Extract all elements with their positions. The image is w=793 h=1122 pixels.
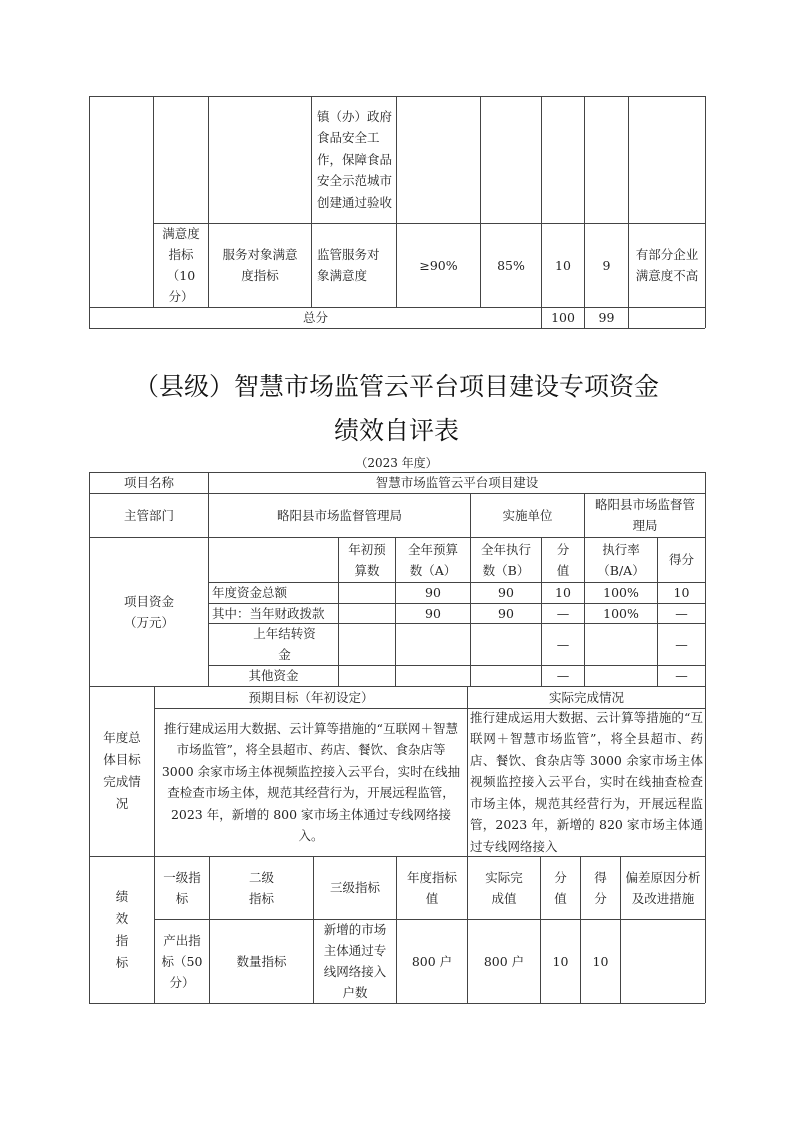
funds-row-initial bbox=[339, 582, 395, 603]
funds-row-rate: 100% bbox=[603, 605, 639, 621]
funds-row-weight: — bbox=[556, 636, 570, 652]
perf-row-level2: 数量指标 bbox=[236, 953, 287, 969]
table-rule bbox=[153, 96, 154, 307]
perf-header-level1: 一级指标 bbox=[163, 869, 201, 906]
impl-label: 实施单位 bbox=[502, 507, 553, 523]
funds-row-initial bbox=[339, 603, 395, 623]
impl-value: 略阳县市场监督管理局 bbox=[594, 497, 695, 533]
funds-row-label: 其中：当年财政拨款 bbox=[212, 605, 325, 621]
funds-row-executed bbox=[471, 665, 541, 686]
funds-row-label: 其他资金 bbox=[248, 668, 299, 683]
funds-row-weight: — bbox=[556, 668, 570, 683]
table-border bbox=[89, 96, 705, 97]
funds-row-executed: 90 bbox=[498, 585, 514, 600]
report-year: （2023 年度） bbox=[355, 456, 438, 470]
total-weight: 100 bbox=[551, 310, 575, 325]
satisfaction-actual: 85% bbox=[497, 257, 525, 273]
funds-row-budget: 90 bbox=[425, 585, 441, 600]
table-border bbox=[705, 472, 706, 1003]
table-rule bbox=[311, 96, 312, 307]
table-border bbox=[89, 328, 705, 329]
satisfaction-level2: 服务对象满意度指标 bbox=[222, 247, 298, 283]
total-score: 99 bbox=[598, 310, 615, 325]
total-label: 总分 bbox=[302, 310, 328, 325]
goal-label: 年度总体目标完成情况 bbox=[103, 730, 141, 811]
funds-row-executed: 90 bbox=[498, 605, 514, 621]
funds-row-weight: 10 bbox=[555, 585, 571, 600]
satisfaction-level1: 满意度指标（10分） bbox=[162, 226, 200, 304]
expected-goal-text: 推行建成运用大数据、云计算等措施的“互联网＋智慧市场监管”，将全县超市、药店、餐饮、食杂店等 3000 余家市场主体视频监控接入云平台，实时在线抽查检查市场主体，规范其经营行为，开展远程监管，2023 年，新增的 800 家市场主体通过专线网络接入。 bbox=[161, 720, 461, 843]
funds-row-initial bbox=[339, 623, 395, 665]
perf-row-deviation bbox=[621, 919, 705, 1003]
funds-row-budget: 90 bbox=[425, 605, 441, 621]
satisfaction-target: ≥90% bbox=[419, 257, 458, 273]
funds-row-score: — bbox=[675, 668, 688, 683]
project-name-value: 智慧市场监管云平台项目建设 bbox=[375, 475, 539, 490]
funds-row-budget bbox=[396, 623, 470, 665]
funds-row-executed bbox=[471, 623, 541, 665]
table-rule bbox=[208, 96, 209, 307]
funds-header-score: 得分 bbox=[668, 552, 694, 567]
perf-header-score: 得分 bbox=[594, 869, 607, 906]
funds-row-budget bbox=[396, 665, 470, 686]
perf-header-target: 年度指标值 bbox=[407, 869, 458, 906]
perf-row-actual: 800 户 bbox=[483, 953, 525, 969]
table-border bbox=[89, 96, 90, 328]
dept-value: 略阳县市场监督管理局 bbox=[276, 507, 402, 523]
perf-row-level1: 产出指标（50分） bbox=[161, 932, 203, 990]
table-border bbox=[705, 96, 706, 328]
perf-header-deviation: 偏差原因分析及改进措施 bbox=[625, 869, 701, 906]
page-title: （县级）智慧市场监管云平台项目建设专项资金 bbox=[133, 372, 659, 401]
satisfaction-level3: 监管服务对象满意度 bbox=[317, 247, 380, 283]
funds-row-weight: — bbox=[556, 605, 570, 621]
satisfaction-weight: 10 bbox=[555, 257, 571, 273]
table-border bbox=[89, 1003, 705, 1004]
project-name-label: 项目名称 bbox=[123, 475, 174, 490]
perf-row-target: 800 户 bbox=[411, 953, 453, 969]
indicator-continuation-text: 镇（办）政府食品安全工作，保障食品安全示范城市创建通过验收 bbox=[317, 108, 393, 210]
page-title-line2: 绩效自评表 bbox=[333, 416, 459, 445]
funds-row-rate bbox=[585, 623, 657, 665]
perf-row-weight: 10 bbox=[552, 953, 569, 969]
funds-row-initial bbox=[339, 665, 395, 686]
perf-header-weight: 分值 bbox=[554, 869, 567, 906]
perf-row-level3: 新增的市场主体通过专线网络接入户数 bbox=[323, 922, 387, 1000]
funds-row-score: — bbox=[675, 605, 688, 621]
funds-row-rate: 100% bbox=[603, 585, 639, 600]
funds-header-initial: 年初预算数 bbox=[348, 541, 386, 578]
perf-header-level2: 二级指标 bbox=[248, 869, 274, 906]
perf-label: 绩效指标 bbox=[115, 888, 129, 970]
satisfaction-deviation: 有部分企业满意度不高 bbox=[635, 247, 699, 283]
funds-row-score: 10 bbox=[673, 585, 690, 600]
funds-header-rate: 执行率（B/A） bbox=[597, 541, 645, 578]
satisfaction-score: 9 bbox=[602, 257, 611, 273]
funds-label: 项目资金（万元） bbox=[123, 593, 174, 630]
funds-row-label: 年度资金总额 bbox=[212, 585, 288, 600]
funds-header-executed: 全年执行数（B） bbox=[480, 541, 531, 578]
funds-row-label: 上年结转资金 bbox=[253, 626, 316, 662]
perf-header-actual: 实际完成值 bbox=[485, 869, 523, 906]
funds-header-budget: 全年预算数（A） bbox=[407, 541, 458, 578]
dept-label: 主管部门 bbox=[123, 507, 174, 523]
expected-goal-header: 预期目标（年初设定） bbox=[248, 689, 374, 705]
perf-header-level3: 三级指标 bbox=[329, 880, 380, 895]
funds-row-score: — bbox=[675, 636, 688, 652]
actual-goal-text: 推行建成运用大数据、云计算等措施的“互联网＋智慧市场监管”，将全县超市、药店、餐饮、食杂店等 3000 余家市场主体视频监控接入云平台，实时在线抽查检查市场主体，规范其经营行为，开展远程监管，2023 年，新增的 820 家市场主体通过专线网络接入 bbox=[470, 709, 703, 854]
perf-row-score: 10 bbox=[592, 953, 609, 969]
funds-row-rate bbox=[585, 665, 657, 686]
funds-header-weight: 分值 bbox=[556, 541, 570, 578]
actual-goal-header: 实际完成情况 bbox=[548, 689, 624, 705]
